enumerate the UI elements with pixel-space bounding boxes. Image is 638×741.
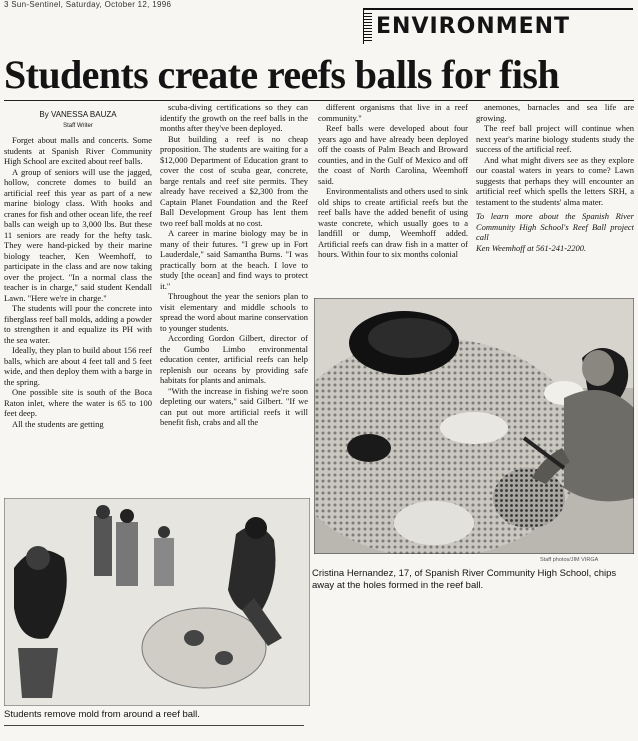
paragraph: The reef ball project will continue when next year's marine biology students study the success of the artificial reef. [476, 123, 634, 154]
bottom-rule [4, 725, 304, 726]
article-column-3 [318, 102, 468, 297]
byline-title: Staff Writer [63, 122, 93, 129]
byline: By VANESSA BAUZA [39, 110, 117, 119]
paragraph: One possible site is south of the Boca Raton inlet, where the water is 65 to 100 feet deep. [4, 387, 152, 418]
paragraph: A group of seniors will use the jagged, hollow, concrete domes to build an artificial reef this year as part of a new marine biology class. With hooks and cranes for fish and other ocean life, the reef balls can weigh up to 3,000 lbs. But these 11 seniors are ready for the hefty task. They were hand-picked by their marine biology teacher, Ken Weemhoff, to participate in the class and are now taking over the project. "In a normal class the teacher is in charge," said student Kendall Lawn. "Here we're in charge." [4, 166, 152, 303]
paragraph: And what might divers see as they explore our coastal waters in years to come? Lawn suggests that perhaps they will encounter an artificial reef which spells the letters SRH, a testament to the students' alma mater. [476, 154, 634, 207]
paragraph: But building a reef is no cheap proposition. The students are waiting for a $12,000 Department of Education grant to cover the cost of scuba gear, concrete, barge rentals and reef site permits. They already have received a $2,300 from the Captain Planet Foundation and the Reef Ball Development Group has lent them two reef ball molds at no cost. [160, 133, 308, 228]
paragraph: Reef balls were developed about four years ago and have already been deployed off the coasts of Palm Beach and Broward counties, and in the Gulf of Mexico and off the coast of North Carolina, Weemhoff said. [318, 123, 468, 186]
paragraph: According Gordon Gilbert, director of the Gumbo Limbo environmental education center, artificial reefs can help replenish our oceans by providing safe habitats for plants and animals. [160, 333, 308, 385]
paragraph: All the students are getting [12, 418, 104, 429]
photo-credit: Staff photos/JIM VIRGA [540, 557, 599, 563]
paragraph: A career in marine biology may be in many of their futures. "I grew up in Fort Lauderdale," said Samantha Burns. "I was practically born at the beach. I love to study [the ocean] and find ways to protect it." [160, 228, 308, 291]
paragraph: different organisms that live in a reef community." [318, 102, 468, 123]
reef-ball-photo [314, 298, 634, 554]
photo-caption-right: Cristina Hernandez, 17, of Spanish River Community High School, chips away at the holes formed in the reef ball. [312, 568, 617, 591]
article-column-2 [160, 102, 308, 496]
photo-caption-left: Students remove mold from around a reef ball. [4, 709, 200, 720]
section-name: ENVIRONMENT [376, 14, 571, 39]
contact-info-line: Ken Weemhoff at 561-241-2200. [476, 242, 587, 253]
paragraph: The students will pour the concrete into fiberglass reef ball molds, adding a powder to strengthen it and equalize its PH with the sea water. [4, 303, 152, 345]
paragraph: Forget about malls and concerts. Some students at Spanish River Community High School are excited about reef balls. [4, 135, 152, 166]
contact-info [476, 211, 634, 253]
article-column-4 [476, 102, 634, 297]
paragraph: Ideally, they plan to build about 156 reef balls, which are about 4 feet tall and 5 feet wide, and then deploy them with a barge in the spring. [4, 345, 152, 387]
paragraph: "With the increase in fishing we're soon depleting our waters," said Gilbert. "If we can put out more artificial reefs it will benefit fish, crabs and all the [160, 385, 308, 427]
contact-info-line: To learn more about the Spanish River Community High School's Reef Ball project call [476, 211, 634, 242]
paragraph: Throughout the year the seniors plan to visit elementary and middle schools to spread the word about marine conservation to younger students. [160, 291, 308, 333]
section-banner [363, 8, 633, 44]
folio-line: 3 Sun-Sentinel, Saturday, October 12, 1996 [4, 0, 172, 9]
students-photo [4, 498, 310, 706]
headline: Students create reefs balls for fish [4, 52, 560, 97]
paragraph: Environmentalists and others used to sink old ships to create artificial reefs but the reef balls have the added benefit of using waste concrete, which usually goes to a landfill or dump, Weemhoff added. Artificial reefs can draw fish in a matter of hours. Within four to six months colonial [318, 186, 468, 259]
headline-rule [4, 100, 634, 101]
article-column-1 [4, 102, 152, 498]
paragraph: anemones, barnacles and sea life are growing. [476, 102, 634, 123]
paragraph: scuba-diving certifications so they can identify the growth on the reef balls in the months after they've been deployed. [160, 102, 308, 133]
